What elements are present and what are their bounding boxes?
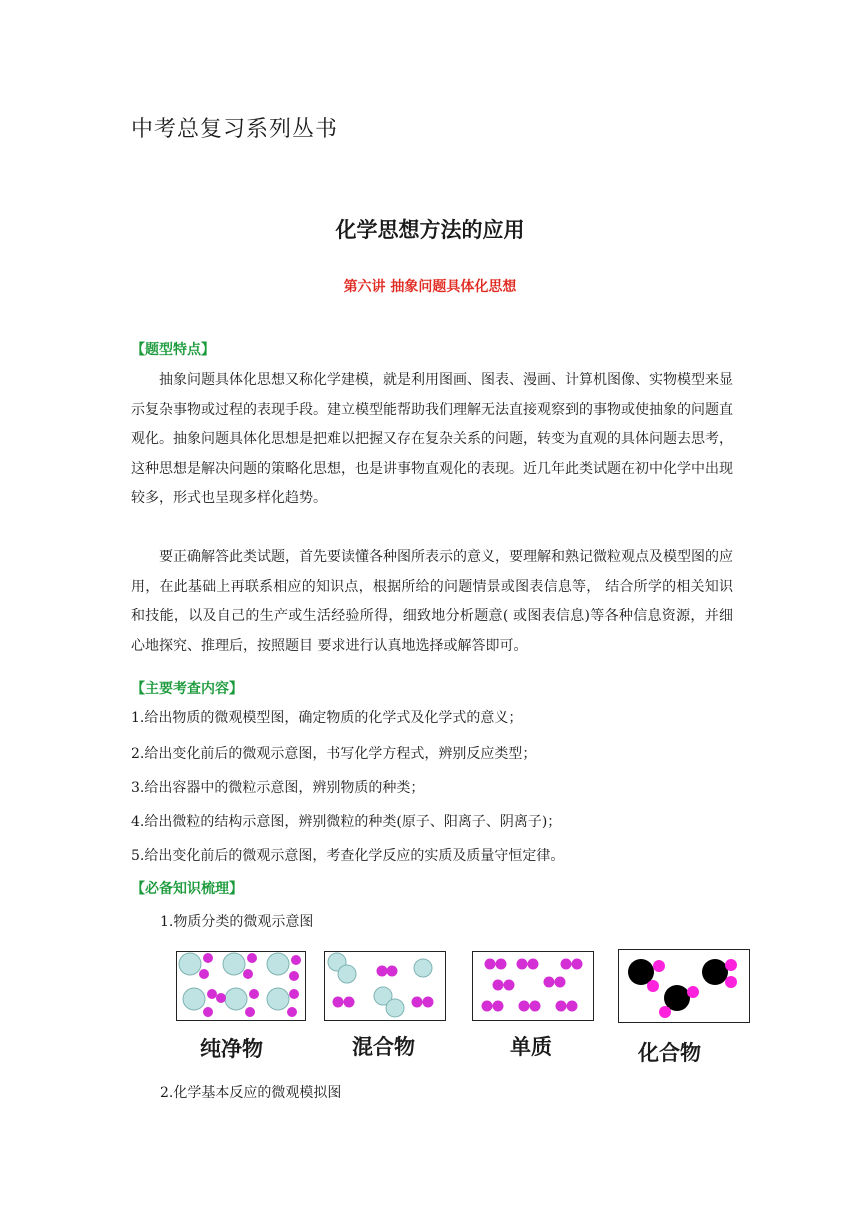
content-item-3: 3.给出容器中的微粒示意图，辨别物质的种类； bbox=[131, 780, 425, 796]
pure-substance-box bbox=[176, 951, 306, 1021]
mixture-box bbox=[324, 951, 446, 1021]
element-box bbox=[472, 951, 594, 1021]
content-item-5: 5.给出变化前后的微观示意图，考查化学反应的实质及质量守恒定律。 bbox=[131, 848, 565, 864]
paragraph-features-1: 抽象问题具体化思想又称化学建模，就是利用图画、图表、漫画、计算机图像、实物模型来显示复杂事物或过程的表现手段。建立模型能帮助我们理解无法直接观察到的事物或使抽象的问题直观化。抽象问题具体化思想是把难以把握又存在复杂关系的问题，转变为直观的具体问题去思考，这种思想是解决问题的策略化思想，也是讲事物直观化的表现。近几年此类试题在初中化学中出现较多，形式也呈现多样化趋势。 bbox=[131, 372, 733, 506]
label-pure-substance: 纯净物 bbox=[200, 1037, 263, 1061]
compound-particles bbox=[619, 950, 749, 1022]
knowledge-item-2: 2.化学基本反应的微观模拟图 bbox=[160, 1085, 342, 1101]
label-compound: 化合物 bbox=[638, 1041, 701, 1065]
content-item-1: 1.给出物质的微观模型图，确定物质的化学式及化学式的意义； bbox=[131, 710, 523, 726]
label-element: 单质 bbox=[510, 1035, 552, 1059]
pure-substance-particles bbox=[177, 952, 305, 1020]
section-heading-knowledge: 【必备知识梳理】 bbox=[131, 881, 243, 897]
section-heading-content: 【主要考查内容】 bbox=[131, 681, 243, 697]
series-title: 中考总复习系列丛书 bbox=[131, 117, 339, 142]
section-heading-features: 【题型特点】 bbox=[131, 342, 215, 358]
knowledge-item-1: 1.物质分类的微观示意图 bbox=[160, 914, 314, 930]
content-item-2: 2.给出变化前后的微观示意图，书写化学方程式，辨别反应类型； bbox=[131, 746, 537, 762]
page-title: 化学思想方法的应用 bbox=[335, 218, 525, 242]
paragraph-features-2: 要正确解答此类试题，首先要读懂各种图所表示的意义，要理解和熟记微粒观点及模型图的应用，在此基础上再联系相应的知识点，根据所给的问题情景或图表信息等， 结合所学的相关知识和技能，以及自己的生产或生活经验所得，细致地分析题意( 或图表信息)等各种信息资源，并细心地探究、推理后，按照题目 要求进行认真地选择或解答即可。 bbox=[131, 549, 733, 654]
content-item-4: 4.给出微粒的结构示意图，辨别微粒的种类(原子、阳离子、阴离子)； bbox=[131, 814, 562, 830]
compound-box bbox=[618, 949, 750, 1023]
element-particles bbox=[473, 952, 593, 1020]
lecture-subtitle: 第六讲 抽象问题具体化思想 bbox=[343, 279, 517, 295]
classification-figure bbox=[172, 943, 764, 1075]
mixture-particles bbox=[325, 952, 445, 1020]
label-mixture: 混合物 bbox=[352, 1035, 415, 1059]
